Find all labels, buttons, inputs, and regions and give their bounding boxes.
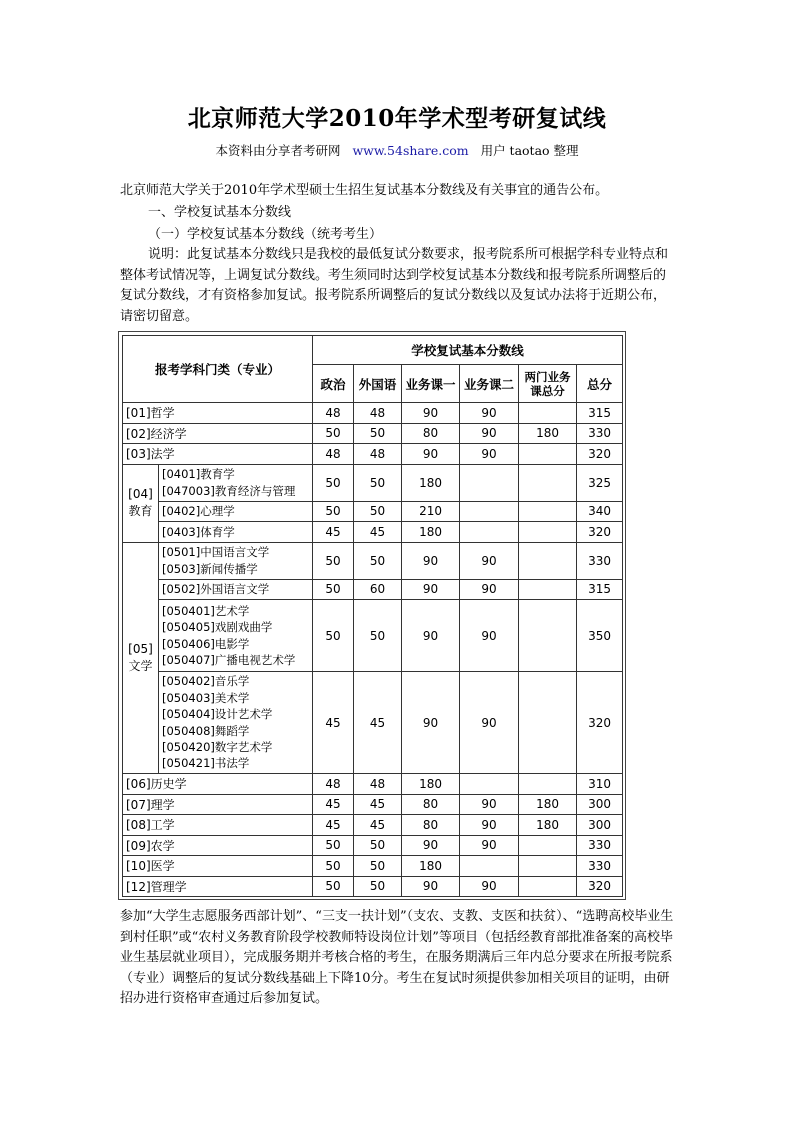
table-cell: 50 bbox=[354, 600, 402, 672]
table-cell: 90 bbox=[402, 835, 460, 856]
header-col-foreign-language: 外国语 bbox=[354, 365, 402, 403]
table-cell bbox=[519, 403, 577, 424]
table-cell: 90 bbox=[460, 423, 519, 444]
table-cell: 340 bbox=[577, 501, 623, 522]
table-cell: 48 bbox=[354, 403, 402, 424]
table-cell: 320 bbox=[577, 672, 623, 774]
table-cell: 45 bbox=[354, 794, 402, 815]
subfield-line: [047003]教育经济与管理 bbox=[162, 483, 296, 498]
group-code: [04] bbox=[128, 487, 153, 501]
table-cell: 50 bbox=[354, 835, 402, 856]
section-heading-1-1: （一）学校复试基本分数线（统考考生） bbox=[148, 227, 383, 242]
subtitle-suffix: 用户 taotao 整理 bbox=[480, 143, 579, 158]
table-cell: 50 bbox=[354, 542, 402, 579]
table-cell: 90 bbox=[402, 542, 460, 579]
table-cell bbox=[519, 856, 577, 877]
header-col-two-subjects-total: 两门业务课总分 bbox=[519, 365, 577, 403]
table-cell: 300 bbox=[577, 815, 623, 836]
table-cell: 45 bbox=[313, 794, 354, 815]
group-code: [05] bbox=[128, 641, 153, 656]
note-paragraph: 说明：此复试基本分数线只是我校的最低复试分数要求，报考院系所可根据学科专业特点和整体考试情况等，上调复试分数线。考生须同时达到学校复试基本分数线和报考院系所调整后的复试分数线，才有资格参加复试。报考院系所调整后的复试分数线以及复试办法将于近期公布，请密切留意。 bbox=[120, 247, 669, 324]
table-cell: 45 bbox=[354, 672, 402, 774]
table-cell: 48 bbox=[313, 444, 354, 465]
table-row bbox=[123, 672, 623, 774]
subfield-line: [050405]戏剧戏曲学 bbox=[162, 620, 273, 635]
table-row bbox=[123, 876, 623, 897]
row-label: [06]历史学 bbox=[123, 774, 313, 795]
table-cell: 90 bbox=[460, 403, 519, 424]
education-group-label bbox=[123, 464, 159, 542]
subfield-line: [0502]外国语言文学 bbox=[162, 582, 270, 597]
table-header-row bbox=[123, 336, 623, 365]
literature-group-label bbox=[123, 542, 159, 774]
row-label: [01]哲学 bbox=[123, 403, 313, 424]
group-name: 文学 bbox=[128, 658, 153, 673]
subfield-line: [050406]电影学 bbox=[162, 636, 250, 651]
table-cell: 315 bbox=[577, 403, 623, 424]
subfield-label bbox=[159, 600, 313, 672]
table-cell: 50 bbox=[354, 501, 402, 522]
table-cell: 45 bbox=[313, 815, 354, 836]
table-cell bbox=[460, 464, 519, 501]
table-cell bbox=[519, 444, 577, 465]
subtitle-prefix: 本资料由分享者考研网 bbox=[215, 143, 341, 158]
table-cell bbox=[519, 672, 577, 774]
table-cell: 330 bbox=[577, 856, 623, 877]
group-name: 教育 bbox=[128, 504, 153, 518]
table-cell: 50 bbox=[313, 464, 354, 501]
table-cell bbox=[460, 522, 519, 543]
row-label: [10]医学 bbox=[123, 856, 313, 877]
table-cell: 315 bbox=[577, 579, 623, 600]
subfield-line: [0401]教育学 bbox=[162, 467, 235, 482]
header-group: 学校复试基本分数线 bbox=[313, 336, 623, 365]
row-label: [09]农学 bbox=[123, 835, 313, 856]
table-cell: 90 bbox=[460, 579, 519, 600]
subtitle bbox=[0, 141, 794, 159]
table-cell: 300 bbox=[577, 794, 623, 815]
table-cell: 80 bbox=[402, 423, 460, 444]
table-cell: 310 bbox=[577, 774, 623, 795]
table-row bbox=[123, 501, 623, 522]
score-table-frame bbox=[118, 331, 626, 900]
table-cell: 48 bbox=[354, 774, 402, 795]
table-row bbox=[123, 856, 623, 877]
table-cell bbox=[519, 579, 577, 600]
table-cell: 180 bbox=[402, 774, 460, 795]
table-cell bbox=[519, 774, 577, 795]
table-cell: 50 bbox=[313, 600, 354, 672]
table-cell: 45 bbox=[313, 672, 354, 774]
table-cell bbox=[519, 835, 577, 856]
table-cell: 50 bbox=[313, 876, 354, 897]
table-cell: 180 bbox=[519, 815, 577, 836]
table-cell: 50 bbox=[313, 501, 354, 522]
table-cell: 90 bbox=[460, 444, 519, 465]
subfield-line: [050421]书法学 bbox=[162, 756, 250, 771]
table-cell: 80 bbox=[402, 794, 460, 815]
subfield-line: [050403]美术学 bbox=[162, 690, 250, 705]
subfield-label bbox=[159, 672, 313, 774]
table-cell: 180 bbox=[402, 464, 460, 501]
table-cell: 330 bbox=[577, 835, 623, 856]
intro-paragraph: 北京师范大学关于2010年学术型硕士生招生复试基本分数线及有关事宜的通告公布。 bbox=[120, 183, 609, 198]
subfield-line: [050420]数字艺术学 bbox=[162, 739, 273, 754]
page-title: 北京师范大学2010年学术型考研复试线 bbox=[187, 105, 607, 132]
table-cell bbox=[519, 600, 577, 672]
table-row bbox=[123, 423, 623, 444]
score-table bbox=[122, 335, 623, 897]
section-heading-1: 一、学校复试基本分数线 bbox=[148, 205, 292, 220]
table-cell bbox=[519, 464, 577, 501]
table-cell bbox=[519, 501, 577, 522]
table-cell bbox=[519, 542, 577, 579]
table-cell: 80 bbox=[402, 815, 460, 836]
header-col-total: 总分 bbox=[577, 365, 623, 403]
table-cell: 48 bbox=[313, 403, 354, 424]
table-cell: 180 bbox=[402, 522, 460, 543]
table-cell: 330 bbox=[577, 542, 623, 579]
table-row bbox=[123, 403, 623, 424]
header-col-subject-1: 业务课一 bbox=[402, 365, 460, 403]
table-cell: 210 bbox=[402, 501, 460, 522]
subfield-line: [050402]音乐学 bbox=[162, 674, 250, 689]
table-cell bbox=[460, 774, 519, 795]
table-row bbox=[123, 542, 623, 579]
header-col-subject-2: 业务课二 bbox=[460, 365, 519, 403]
subfield-line: [0403]体育学 bbox=[162, 524, 235, 539]
table-cell: 45 bbox=[313, 522, 354, 543]
subfield-label bbox=[159, 542, 313, 579]
subfield-label bbox=[159, 501, 313, 522]
table-cell: 50 bbox=[354, 423, 402, 444]
table-cell: 90 bbox=[402, 403, 460, 424]
row-label: [08]工学 bbox=[123, 815, 313, 836]
table-cell: 50 bbox=[313, 579, 354, 600]
table-cell: 320 bbox=[577, 444, 623, 465]
table-cell: 48 bbox=[354, 444, 402, 465]
subfield-line: [0402]心理学 bbox=[162, 504, 235, 519]
subfield-line: [050404]设计艺术学 bbox=[162, 707, 273, 722]
table-cell: 45 bbox=[354, 815, 402, 836]
table-cell: 90 bbox=[460, 542, 519, 579]
row-label: [12]管理学 bbox=[123, 876, 313, 897]
table-cell: 90 bbox=[460, 835, 519, 856]
table-cell: 50 bbox=[313, 835, 354, 856]
table-row bbox=[123, 522, 623, 543]
table-cell: 48 bbox=[313, 774, 354, 795]
table-cell: 180 bbox=[402, 856, 460, 877]
subfield-line: [0501]中国语言文学 bbox=[162, 545, 270, 560]
source-link[interactable]: www.54share.com bbox=[352, 143, 469, 158]
table-cell: 330 bbox=[577, 423, 623, 444]
table-cell: 180 bbox=[519, 423, 577, 444]
table-cell: 50 bbox=[313, 856, 354, 877]
table-cell: 90 bbox=[402, 579, 460, 600]
subfield-line: [050407]广播电视艺术学 bbox=[162, 652, 296, 667]
table-cell: 90 bbox=[460, 600, 519, 672]
row-label: [07]理学 bbox=[123, 794, 313, 815]
table-row bbox=[123, 794, 623, 815]
table-cell: 90 bbox=[460, 876, 519, 897]
table-cell: 90 bbox=[460, 815, 519, 836]
header-category: 报考学科门类（专业） bbox=[123, 336, 313, 403]
subfield-line: [050401]艺术学 bbox=[162, 603, 250, 618]
row-label: [02]经济学 bbox=[123, 423, 313, 444]
footer-paragraph: 参加“大学生志愿服务西部计划”、“三支一扶计划”（支农、支教、支医和扶贫）、“选聘高校毕业生到村任职”或“农村义务教育阶段学校教师特设岗位计划”等项目（包括经教育部批准备案的高校毕业生基层就业项目），完成服务期并考核合格的考生，在服务期满后三年内总分要求在所报考院系（专业）调整后的复试分数线基础上下降10分。考生在复试时须提供参加相关项目的证明，由研招办进行资格审查通过后参加复试。 bbox=[120, 909, 674, 1006]
table-cell bbox=[460, 856, 519, 877]
table-cell: 50 bbox=[313, 423, 354, 444]
table-cell: 50 bbox=[354, 876, 402, 897]
table-cell: 350 bbox=[577, 600, 623, 672]
table-cell: 325 bbox=[577, 464, 623, 501]
subfield-label bbox=[159, 522, 313, 543]
subfield-line: [0503]新闻传播学 bbox=[162, 561, 258, 576]
table-cell bbox=[519, 522, 577, 543]
table-cell: 50 bbox=[354, 856, 402, 877]
table-cell: 320 bbox=[577, 876, 623, 897]
table-cell: 50 bbox=[313, 542, 354, 579]
table-cell: 90 bbox=[402, 876, 460, 897]
table-row bbox=[123, 600, 623, 672]
table-cell: 320 bbox=[577, 522, 623, 543]
table-row bbox=[123, 579, 623, 600]
table-cell: 90 bbox=[402, 444, 460, 465]
table-row bbox=[123, 774, 623, 795]
table-cell: 90 bbox=[402, 672, 460, 774]
table-cell: 45 bbox=[354, 522, 402, 543]
table-cell bbox=[519, 876, 577, 897]
header-col-politics: 政治 bbox=[313, 365, 354, 403]
subfield-label bbox=[159, 464, 313, 501]
subfield-label bbox=[159, 579, 313, 600]
table-cell bbox=[460, 501, 519, 522]
subfield-line: [050408]舞蹈学 bbox=[162, 723, 250, 738]
table-cell: 90 bbox=[402, 600, 460, 672]
table-row bbox=[123, 464, 623, 501]
table-row bbox=[123, 444, 623, 465]
table-row bbox=[123, 815, 623, 836]
table-cell: 60 bbox=[354, 579, 402, 600]
table-cell: 180 bbox=[519, 794, 577, 815]
table-cell: 50 bbox=[354, 464, 402, 501]
table-cell: 90 bbox=[460, 672, 519, 774]
table-row bbox=[123, 835, 623, 856]
table-cell: 90 bbox=[460, 794, 519, 815]
row-label: [03]法学 bbox=[123, 444, 313, 465]
